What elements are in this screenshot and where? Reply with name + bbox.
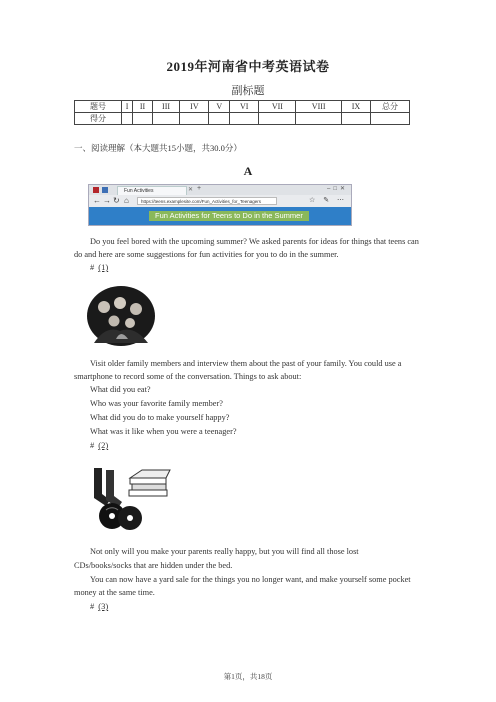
app-icon	[102, 187, 108, 193]
blank-number: (2)	[98, 440, 109, 450]
banner-text: Fun Activities for Teens to Do in the Summer	[149, 211, 309, 221]
score-cell: IX	[341, 101, 370, 113]
score-cell-total: 总分	[371, 101, 410, 113]
score-input-cell	[371, 113, 410, 125]
family-photo-image	[86, 283, 156, 347]
refresh-icon: ↻	[113, 196, 120, 205]
blank-marker-1	[90, 262, 108, 272]
blank-number: (1)	[98, 262, 109, 272]
score-input-cell	[180, 113, 209, 125]
passage-letter: A	[243, 164, 253, 178]
score-input-cell	[209, 113, 230, 125]
score-cell: III	[152, 101, 180, 113]
paragraph-2-line-1: Not only will you make your parents really happy, but you will find all those lost	[90, 547, 359, 556]
score-cell: IV	[180, 101, 209, 113]
hash-symbol: #	[90, 262, 95, 272]
address-bar: https://teens.examplesite.com/Fun_Activities_for_Teenagers	[137, 197, 277, 205]
score-input-cell	[341, 113, 370, 125]
blank-number: (3)	[98, 601, 109, 611]
blank-marker-3	[90, 601, 108, 611]
score-cell: VII	[259, 101, 296, 113]
score-input-cell	[152, 113, 180, 125]
window-controls-icon: –□✕	[327, 186, 348, 192]
browser-tab-bar	[89, 185, 351, 195]
page-banner	[89, 207, 351, 225]
question-2: Who was your favorite family member?	[90, 399, 223, 408]
toolbar-icons: ☆ ✎ ⋯	[308, 197, 347, 204]
score-input-cell	[259, 113, 296, 125]
home-icon: ⌂	[124, 196, 129, 205]
question-3: What did you do to make yourself happy?	[90, 413, 230, 422]
page-footer: 第1页，共18页	[223, 672, 273, 681]
close-icon: ✕	[188, 187, 194, 193]
score-table-header-row	[75, 101, 410, 113]
back-arrow-icon: ←	[93, 196, 101, 205]
score-cell: V	[209, 101, 230, 113]
paragraph-1: Visit older family members and interview them about the past of your family. You could use a smartphone to record some of the conversation. Things to ask about:	[74, 359, 402, 381]
hash-symbol: #	[90, 440, 95, 450]
score-cell: VI	[230, 101, 259, 113]
score-cell-label: 题号	[75, 101, 122, 113]
paragraph-2-line-2: CDs/books/socks that are hidden under the bed.	[74, 561, 233, 570]
score-table-score-row	[75, 113, 410, 125]
score-input-cell	[230, 113, 259, 125]
plus-icon: +	[197, 185, 202, 192]
score-cell: II	[133, 101, 152, 113]
score-input-cell	[296, 113, 341, 125]
score-input-cell	[122, 113, 133, 125]
score-cell: VIII	[296, 101, 341, 113]
score-cell: I	[122, 101, 133, 113]
browser-screenshot	[88, 184, 352, 226]
question-4: What was it like when you were a teenager?	[90, 427, 237, 436]
app-icon	[93, 187, 99, 193]
socks-books-cds-image	[88, 464, 172, 530]
browser-nav-row	[89, 195, 351, 207]
question-1: What did you eat?	[90, 385, 151, 394]
paragraph-3: You can now have a yard sale for the things you no longer want, and make yourself some pocket money at the same time.	[74, 575, 411, 597]
browser-tab: Fun Activities	[117, 186, 187, 195]
score-table	[74, 100, 410, 125]
score-row-label: 得分	[75, 113, 122, 125]
section-heading: 一、阅读理解（本大题共15小题，共30.0分）	[74, 143, 242, 153]
blank-marker-2	[90, 440, 108, 450]
exam-subtitle: 副标题	[231, 85, 265, 97]
forward-arrow-icon: →	[103, 196, 111, 205]
score-input-cell	[133, 113, 152, 125]
intro-paragraph: Do you feel bored with the upcoming summer? We asked parents for ideas for things that teens can do and here are some suggestions for fun activities for you to do in the summer.	[74, 237, 419, 259]
exam-title: 2019年河南省中考英语试卷	[166, 59, 330, 74]
hash-symbol: #	[90, 601, 95, 611]
